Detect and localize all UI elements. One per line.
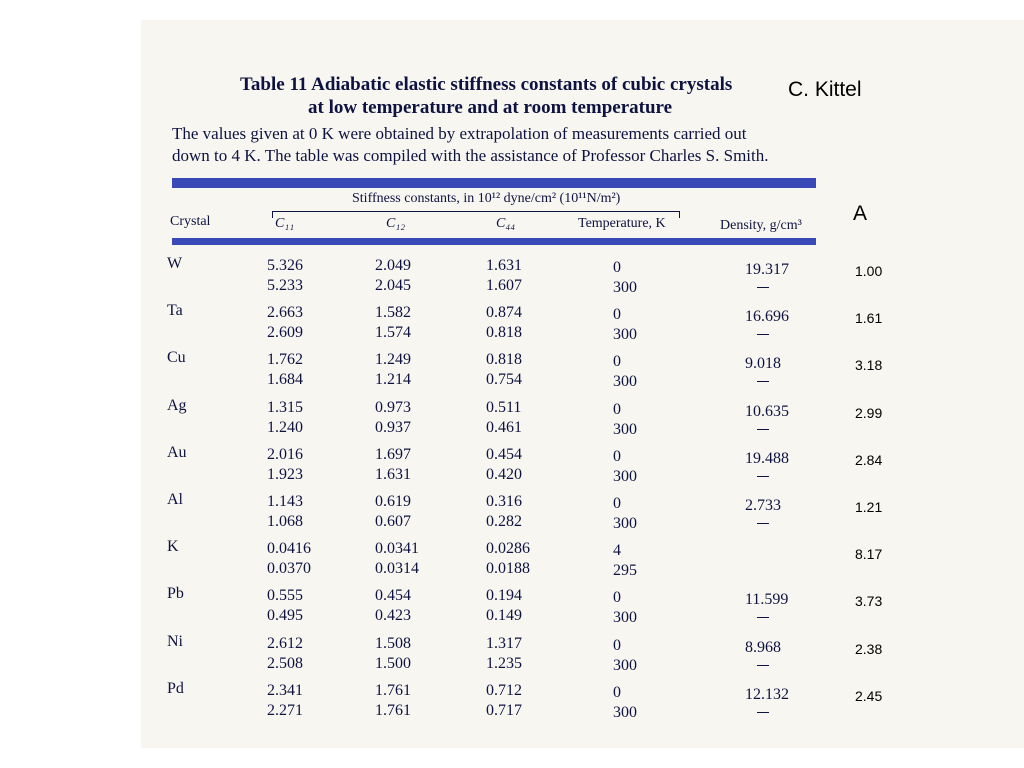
group-header: Stiffness constants, in 10¹² dyne/cm² (10¹¹N/m²) (352, 191, 621, 206)
c11-cell: 1.315 (267, 398, 303, 416)
c11-cell: 1.068 (267, 513, 303, 530)
temperature-cell: 300 (613, 609, 637, 627)
c11-cell: 2.663 (267, 304, 303, 322)
temperature-cell: 0 (613, 495, 621, 512)
a-value-cell: 2.38 (855, 640, 883, 657)
table-intro (172, 123, 832, 167)
crystal-cell: Au (167, 443, 187, 461)
header-c12: C₁₂ (386, 216, 406, 231)
temperature-cell: 300 (613, 656, 637, 674)
c11-cell: 1.143 (267, 493, 303, 510)
header-c11: C₁₁ (275, 216, 295, 231)
header-c44: C₄₄ (496, 216, 516, 231)
c11-cell: 0.0370 (267, 560, 311, 578)
density-dash (757, 429, 769, 430)
c11-cell: 5.233 (267, 277, 303, 294)
c12-cell: 2.049 (375, 257, 411, 274)
c44-cell: 0.818 (486, 351, 522, 369)
table-title-line2: at low temperature and at room temperature (308, 97, 673, 118)
crystal-cell: Ni (167, 632, 183, 650)
density-dash (757, 712, 769, 713)
c44-cell: 0.420 (486, 465, 522, 483)
c44-cell: 0.194 (486, 587, 522, 605)
c44-cell: 0.461 (486, 418, 522, 436)
crystal-cell: Ta (167, 302, 183, 320)
density-cell: 9.018 (745, 355, 781, 373)
c12-cell: 0.607 (375, 513, 411, 530)
temperature-cell: 0 (613, 353, 621, 371)
c11-cell: 2.508 (267, 654, 303, 672)
c12-cell: 0.937 (375, 418, 411, 436)
temperature-cell: 300 (613, 373, 637, 391)
c44-cell: 0.0286 (486, 540, 530, 558)
crystal-cell: W (167, 255, 183, 272)
c11-cell: 0.495 (267, 607, 303, 625)
intro-line1: The values given at 0 K were obtained by extrapolation of measurements carried out (172, 124, 747, 143)
c11-cell: 0.0416 (267, 540, 311, 558)
c12-cell: 1.249 (375, 351, 411, 369)
crystal-cell: K (167, 538, 179, 556)
a-value-cell: 1.21 (855, 499, 883, 515)
a-value-cell: 1.61 (855, 310, 883, 327)
c12-cell: 1.761 (375, 681, 411, 699)
temperature-cell: 0 (613, 636, 621, 654)
c44-cell: 0.0188 (486, 560, 530, 578)
density-dash (757, 381, 769, 382)
density-dash (757, 287, 769, 288)
c44-cell: 0.149 (486, 607, 522, 625)
c12-cell: 0.973 (375, 398, 411, 416)
density-dash (757, 617, 769, 618)
temperature-cell: 295 (613, 562, 637, 580)
a-value-cell: 2.45 (855, 687, 883, 704)
author-label: C. Kittel (788, 78, 862, 101)
c44-cell: 1.631 (486, 257, 522, 274)
c11-cell: 0.555 (267, 587, 303, 605)
intro-line2: down to 4 K. The table was compiled with the assistance of Professor Charles S. Smith. (172, 146, 769, 165)
temperature-cell: 300 (613, 420, 637, 438)
c12-cell: 1.508 (375, 634, 411, 652)
temperature-cell: 300 (613, 326, 637, 344)
table-title-line1: Table 11 Adiabatic elastic stiffness constants of cubic crystals (240, 74, 733, 95)
crystal-cell: Pb (167, 585, 184, 603)
c11-cell: 1.762 (267, 351, 303, 369)
c44-cell: 0.454 (486, 445, 522, 463)
column-a-label: A (853, 202, 868, 225)
temperature-cell: 0 (613, 306, 621, 324)
density-cell: 10.635 (745, 402, 789, 420)
c12-cell: 0.619 (375, 493, 411, 510)
temperature-cell: 300 (613, 467, 637, 485)
temperature-cell: 0 (613, 589, 621, 607)
temperature-cell: 300 (613, 515, 637, 532)
c12-cell: 0.423 (375, 607, 411, 625)
header-rule (172, 238, 816, 245)
c44-cell: 0.316 (486, 493, 522, 510)
temperature-cell: 0 (613, 683, 621, 701)
density-cell: 12.132 (745, 685, 789, 703)
a-value-cell: 3.18 (855, 357, 883, 374)
c12-cell: 1.631 (375, 465, 411, 483)
c12-cell: 0.454 (375, 587, 411, 605)
c12-cell: 2.045 (375, 277, 411, 294)
c44-cell: 0.818 (486, 324, 522, 342)
c11-cell: 1.684 (267, 371, 303, 389)
temperature-cell: 4 (613, 542, 621, 560)
header-crystal: Crystal (170, 214, 211, 229)
density-cell: 19.317 (745, 261, 789, 278)
temperature-cell: 0 (613, 447, 621, 465)
temperature-cell: 300 (613, 703, 637, 721)
density-cell: 2.733 (745, 497, 781, 514)
crystal-cell: Cu (167, 349, 186, 367)
top-rule (172, 178, 816, 188)
c12-cell: 1.761 (375, 701, 411, 719)
header-density: Density, g/cm³ (720, 218, 802, 233)
c12-cell: 0.0314 (375, 560, 419, 578)
density-dash (757, 334, 769, 335)
c12-cell: 1.697 (375, 445, 411, 463)
a-value-cell: 2.99 (855, 404, 883, 421)
a-value-cell: 3.73 (855, 593, 883, 610)
c44-cell: 1.607 (486, 277, 522, 294)
a-value-cell: 8.17 (855, 546, 883, 563)
density-dash (757, 476, 769, 477)
c11-cell: 5.326 (267, 257, 303, 274)
c44-cell: 1.317 (486, 634, 522, 652)
c11-cell: 1.923 (267, 465, 303, 483)
c44-cell: 0.282 (486, 513, 522, 530)
header-temperature: Temperature, K (578, 216, 666, 231)
a-value-cell: 1.00 (855, 263, 883, 279)
density-cell: 16.696 (745, 308, 789, 326)
c11-cell: 2.016 (267, 445, 303, 463)
c44-cell: 0.511 (486, 398, 522, 416)
c44-cell: 0.717 (486, 701, 522, 719)
density-cell: 11.599 (745, 591, 789, 609)
crystal-cell: Pd (167, 679, 184, 697)
c12-cell: 0.0341 (375, 540, 419, 558)
c11-cell: 2.612 (267, 634, 303, 652)
crystal-cell: Al (167, 491, 183, 508)
density-dash (757, 665, 769, 666)
density-cell: 19.488 (745, 449, 789, 467)
c44-cell: 0.712 (486, 681, 522, 699)
temperature-cell: 0 (613, 259, 621, 276)
table-title (240, 73, 732, 119)
c44-cell: 0.754 (486, 371, 522, 389)
a-value-cell: 2.84 (855, 451, 883, 468)
temperature-cell: 300 (613, 279, 637, 296)
c11-cell: 2.341 (267, 681, 303, 699)
temperature-cell: 0 (613, 400, 621, 418)
crystal-cell: Ag (167, 396, 187, 414)
c44-cell: 0.874 (486, 304, 522, 322)
c11-cell: 2.609 (267, 324, 303, 342)
c12-cell: 1.574 (375, 324, 411, 342)
c12-cell: 1.500 (375, 654, 411, 672)
c12-cell: 1.214 (375, 371, 411, 389)
c11-cell: 2.271 (267, 701, 303, 719)
density-dash (757, 523, 769, 524)
c11-cell: 1.240 (267, 418, 303, 436)
c44-cell: 1.235 (486, 654, 522, 672)
density-cell: 8.968 (745, 638, 781, 656)
c12-cell: 1.582 (375, 304, 411, 322)
